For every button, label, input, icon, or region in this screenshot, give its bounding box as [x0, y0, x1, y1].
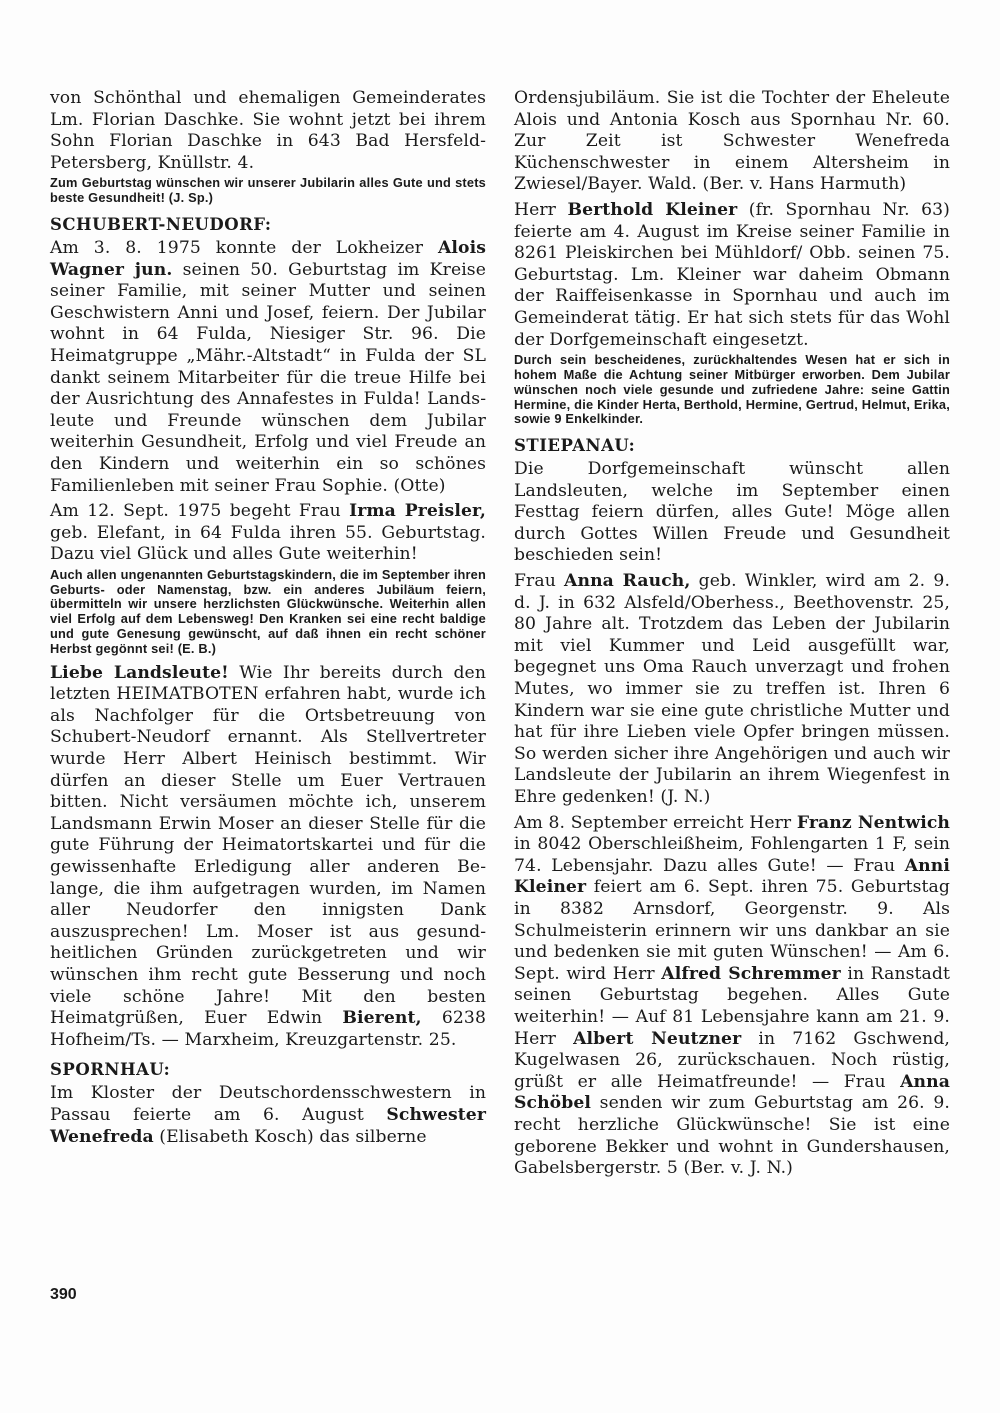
text: Am 3. 8. 1975 konnte der Lokheizer — [50, 237, 438, 258]
name-albert-neutzner: Albert Neutzner — [573, 1028, 742, 1049]
text: (fr. Spornhau Nr. 63) feierte am 4. August im Kreise seiner Familie in 8261 Pleiskirchen bei Mühldorf/ Obb. seinen 75. Geburtstag. Lm. Kleiner war daheim Obmann der Raiffeisenkasse in Spornhau und auch im Gemeinderat tätig. Er hat sich stets für das Wohl der Dorfgemeinschaft eingesetzt. — [514, 199, 950, 350]
text: feiert am 6. Sept. ihren 75. Geburtstag in 8382 Arnsdorf, Georgenstr. 9. Als Schulmeisterin erinnern wir uns dankbar an sie und bedenken sie mit guten Wünschen! — Am 6. Sept. wird Herr — [514, 877, 950, 984]
section-heading-schubert-neudorf: SCHUBERT-NEUDORF: — [50, 214, 272, 234]
name-schwester-wenefreda: Schwester Wenefreda — [50, 1104, 486, 1147]
paragraph-wenefreda — [50, 1083, 486, 1148]
name-anna-rauch: Anna Rauch, — [564, 571, 691, 592]
name-anna-schoebel: Anna Schöbel — [514, 1071, 950, 1114]
text: Wie Ihr bereits durch den letzten HEIMATBOTEN erfahren habt, wurde ich als Nachfolger für die Ortsbetreuung von Schubert-Neudorf ernannt. Als Stellvertreter wurde Herr Albert Heinisch bestimmt. Wir dürfen an dieser Stelle um Euer Vertrauen bitten. Nicht versäumen möchte ich, unserem Landsmann Erwin Moser an dieser Stelle für die gute Führung der Heimatortskartei und für die gewissenhafte Erledigung aller anderen Belange, die ihm aufgetragen wurden, im Namen aller Neudorfer den innigsten Dank auszusprechen! Lm. Moser ist aus gesundheitlichen Gründen zurückgetreten und wir wünschen ihm recht gute Besserung und noch viele schöne Jahre! Mit den besten Heimatgrüßen, Euer Edwin — [50, 662, 486, 1029]
text: 6238 Hofheim/Ts. — Marxheim, Kreuzgartenstr. 25. — [50, 1008, 486, 1050]
text: Am 12. Sept. 1975 begeht Frau — [50, 501, 350, 522]
name-alfred-schremmer: Alfred Schremmer — [661, 963, 841, 984]
text: Frau — [514, 571, 565, 592]
text: geb. Elefant, in 64 Fulda ihren 55. Geburtstag. Dazu viel Glück und alles Gute weiterhin! — [50, 522, 486, 565]
name-alois-wagner: Alois Wagner jun. — [50, 237, 486, 280]
salutation: Liebe Landsleute! — [50, 662, 229, 683]
name-franz-nentwich: Franz Nentwich — [796, 812, 950, 833]
text: seinen 50. Geburtstag im Kreise seiner Familie, mit seiner Mutter und seinen Geschwistern Anni und Josef, feiern. Der Jubilar wohnt in 64 Fulda, Niesiger Str. 96. Die Heimatgruppe „Mähr.-Altstadt“ in Fulda der SL dankt seinem Mitarbeiter für die treue Hilfe bei der Ausrichtung des Annafestes in Fulda! Landsleute und Freunde wünschen dem Jubilar weiterhin Gesundheit, Erfolg und viel Freude an den Kindern und weiterhin ein so schönes Familienleben mit seiner Frau Sophie. (Otte) — [50, 259, 486, 496]
text: Im Kloster der Deutschordensschwestern in Passau feierte am 6. August — [50, 1083, 486, 1125]
text: geb. Winkler, wird am 2. 9. d. J. in 632 Alsfeld/Oberhess., Beethovenstr. 25, 80 Jahre alt. Trotzdem das Leben der Jubilarin mit viel Kummer und Leid ausgefüllt war, begegnet uns Oma Rauch unverzagt und frohen Mutes, wo immer sie zu treffen ist. Ihren 6 Kindern war sie eine gute christliche Mutter und hat für ihre Lieben viele Opfer bringen müssen. So werden sicher ihre Angehörigen und auch wir Landsleute der Jubilarin an ihrem Wiegenfest in Ehre gedenken! (J. N.) — [514, 571, 951, 808]
text: (Elisabeth Kosch) das silberne — [153, 1126, 427, 1147]
name-anni-kleiner: Anni Kleiner — [514, 855, 950, 898]
note-kleiner-family: Durch sein bescheidenes, zurückhaltendes Wesen hat er sich in hohem Maße die Achtung seiner Mitbürger erworben. Dem Jubilar wünschen noch viele gesunde und zufriedene Jahre: seine Gattin Hermine, die Kinder Herta, Berthold, Hermine, Gertrud, Helmut, Erika, sowie 9 Enkelkinder. — [514, 352, 950, 427]
paragraph-rauch — [514, 571, 950, 809]
section-heading-spornhau: SPORNHAU: — [50, 1060, 171, 1080]
paragraph-ordensjubilaeum: Ordensjubiläum. Sie ist die Tochter der Eheleute Alois und Antonia Kosch aus Spornhau Nr. 60. Zur Zeit ist Schwester Wenefreda Küchenschwester in einem Altersheim in Zwiesel/Bayer. Wald. (Ber. v. Hans Harmuth) — [514, 88, 950, 195]
text: Herr — [514, 199, 568, 220]
paragraph-dorfgemeinschaft: Die Dorfgemeinschaft wünscht allen Landsleuten, welche im September einen Festtag feiern dürfen, alles Gute! Möge allen durch Gottes Willen Freude und Gesundheit beschieden sein! — [514, 459, 950, 566]
note-birthday-wishes: Auch allen ungenannten Geburtstagskindern, die im September ihren Geburts- oder Namenstag, bzw. ein anderes Jubiläum feiern, übermitteln wir unsere herzlichsten Glückwünsche. Weiterhin allen viel Erfolg auf dem Lebensweg! Den Kranken sei eine recht baldige und gute Genesung gewünscht, auf daß ihnen ein recht schöner Herbst gegönnt sei! (E. B.) — [50, 566, 486, 656]
section-heading-stiepanau: STIEPANAU: — [514, 436, 636, 456]
page-number: 390 — [50, 1286, 77, 1303]
text: in 8042 Oberschleißheim, Fohlengarten 1 F, sein 74. Lebensjahr. Dazu alles Gute! — Frau — [514, 834, 950, 876]
name-irma-preisler: Irma Preisler, — [349, 501, 486, 522]
left-column — [50, 88, 486, 1152]
paragraph-wagner — [50, 238, 486, 497]
paragraph-september-birthdays — [514, 813, 950, 1180]
right-column — [514, 88, 950, 1184]
paragraph-liebe-landsleute — [50, 663, 486, 1052]
text: senden wir zum Geburtstag am 26. 9. recht herzliche Glückwünsche! Sie ist eine geborene Bekker und wohnt in Gundershausen, Gabelsbergerstr. 5 (Ber. v. J. N.) — [514, 1093, 950, 1179]
text: in 7162 Gschwend, Kugelwasen 26, zurückschauen. Noch rüstig, grüßt er alle Heimatfreunde! — Frau — [514, 1028, 950, 1092]
text: in Ranstadt seinen Geburtstag begehen. Alles Gute weiterhin! — Auf 81 Lebensjahre kann am 21. 9. Herr — [514, 963, 951, 1049]
text: Am 8. September erreicht Herr — [514, 812, 797, 833]
paragraph-kleiner — [514, 200, 950, 351]
paragraph-preisler — [50, 501, 486, 566]
name-berthold-kleiner: Berthold Kleiner — [567, 199, 738, 220]
name-bierent: Bierent, — [342, 1008, 422, 1029]
paragraph-daschke: von Schönthal und ehemaligen Gemeinderates Lm. Florian Daschke. Sie wohnt jetzt bei ihrem Sohn Florian Daschke in 643 Bad Hersfeld-Petersberg, Knüllstr. 4. — [50, 88, 486, 173]
note-daschke-wishes: Zum Geburtstag wünschen wir unserer Jubilarin alles Gute und stets beste Gesundheit! (J. Sp.) — [50, 175, 486, 206]
